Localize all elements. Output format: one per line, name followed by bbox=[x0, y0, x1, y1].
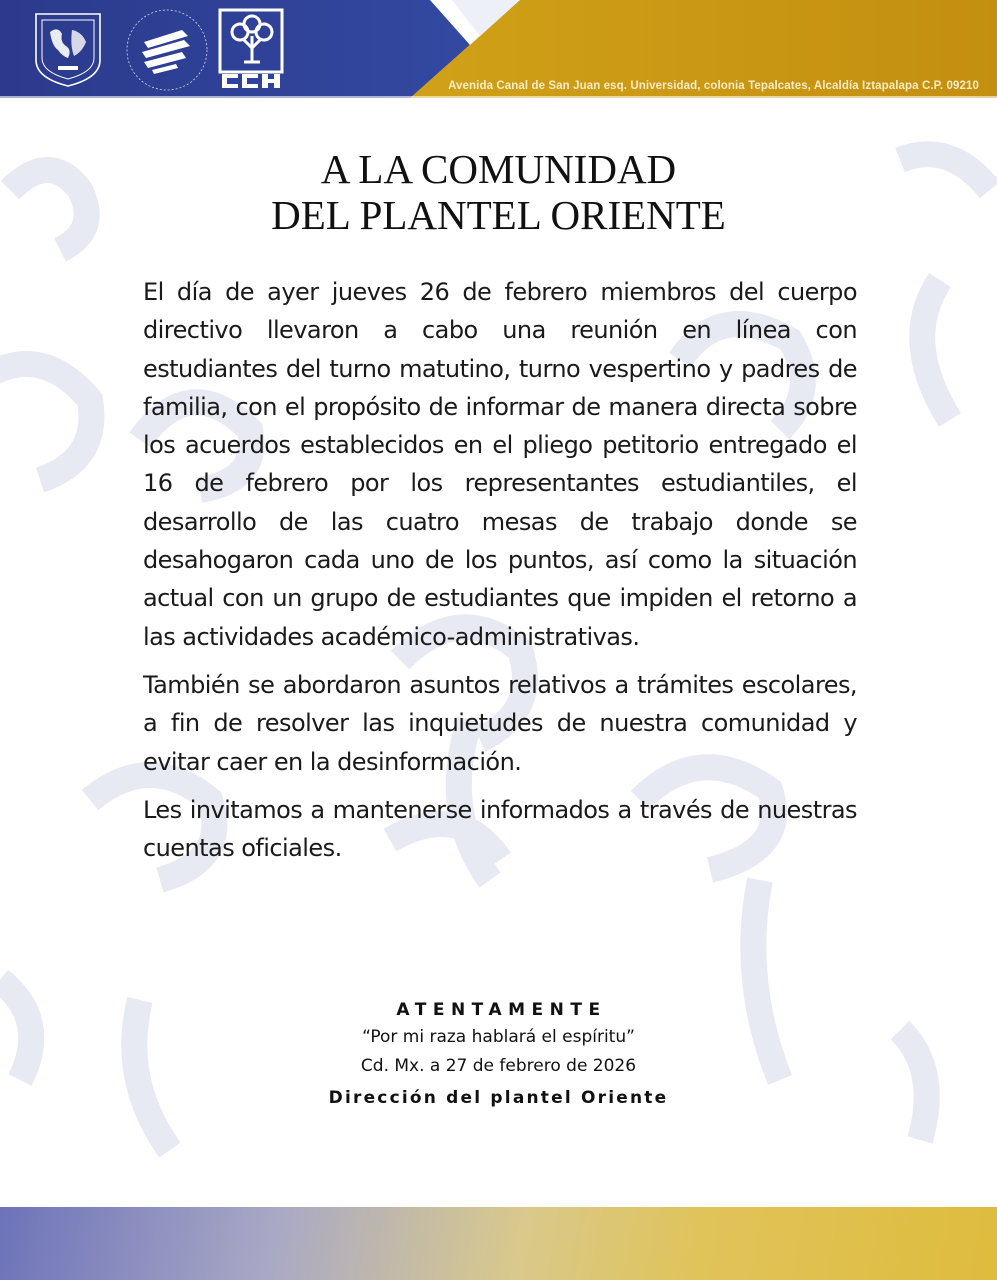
address-text: Avenida Canal de San Juan esq. Universidad, colonia Tepalcates, Alcaldía Iztapalapa C.P. 09210 bbox=[448, 80, 979, 92]
paragraph-2: También se abordaron asuntos relativos a trámites escolares, a fin de resolver las inquietudes de nuestra comunidad y evitar caer en la desinformación. bbox=[143, 670, 857, 776]
cch-oriente-logo bbox=[218, 8, 296, 90]
place-date-text: Cd. Mx. a 27 de febrero de 2026 bbox=[360, 1056, 637, 1076]
footer-band bbox=[0, 1207, 997, 1280]
title-line-2: DEL PLANTEL ORIENTE bbox=[271, 192, 726, 238]
paragraph-3: Les invitamos a mantenerse informados a través de nuestras cuentas oficiales. bbox=[143, 795, 857, 863]
motto-text: “Por mi raza hablará el espíritu” bbox=[362, 1027, 635, 1047]
signer-text: Dirección del plantel Oriente bbox=[328, 1088, 669, 1108]
unam-seal-logo bbox=[28, 8, 108, 88]
closing-text: ATENTAMENTE bbox=[396, 1000, 607, 1020]
page-title bbox=[0, 146, 997, 238]
colegio-de-ciencias-y-humanidades-logo bbox=[122, 6, 212, 94]
header-banner bbox=[0, 0, 997, 100]
paragraph-1: El día de ayer jueves 26 de febrero miembros del cuerpo directivo llevaron a cabo una reunión en línea con estudiantes del turno matutino, turno vespertino y padres de familia, con el propósito de informar de manera directa sobre los acuerdos establecidos en el pliego petitorio entregado el 16 de febrero por los representantes estudiantiles, el desarrollo de las cuatro mesas de trabajo donde se desahogaron cada uno de los puntos, así como la situación actual con un grupo de estudiantes que impiden el retorno a las actividades académico-administrativas. bbox=[143, 278, 857, 651]
document-body bbox=[143, 273, 857, 877]
title-line-1: A LA COMUNIDAD bbox=[320, 146, 677, 192]
signature-block bbox=[0, 996, 997, 1115]
